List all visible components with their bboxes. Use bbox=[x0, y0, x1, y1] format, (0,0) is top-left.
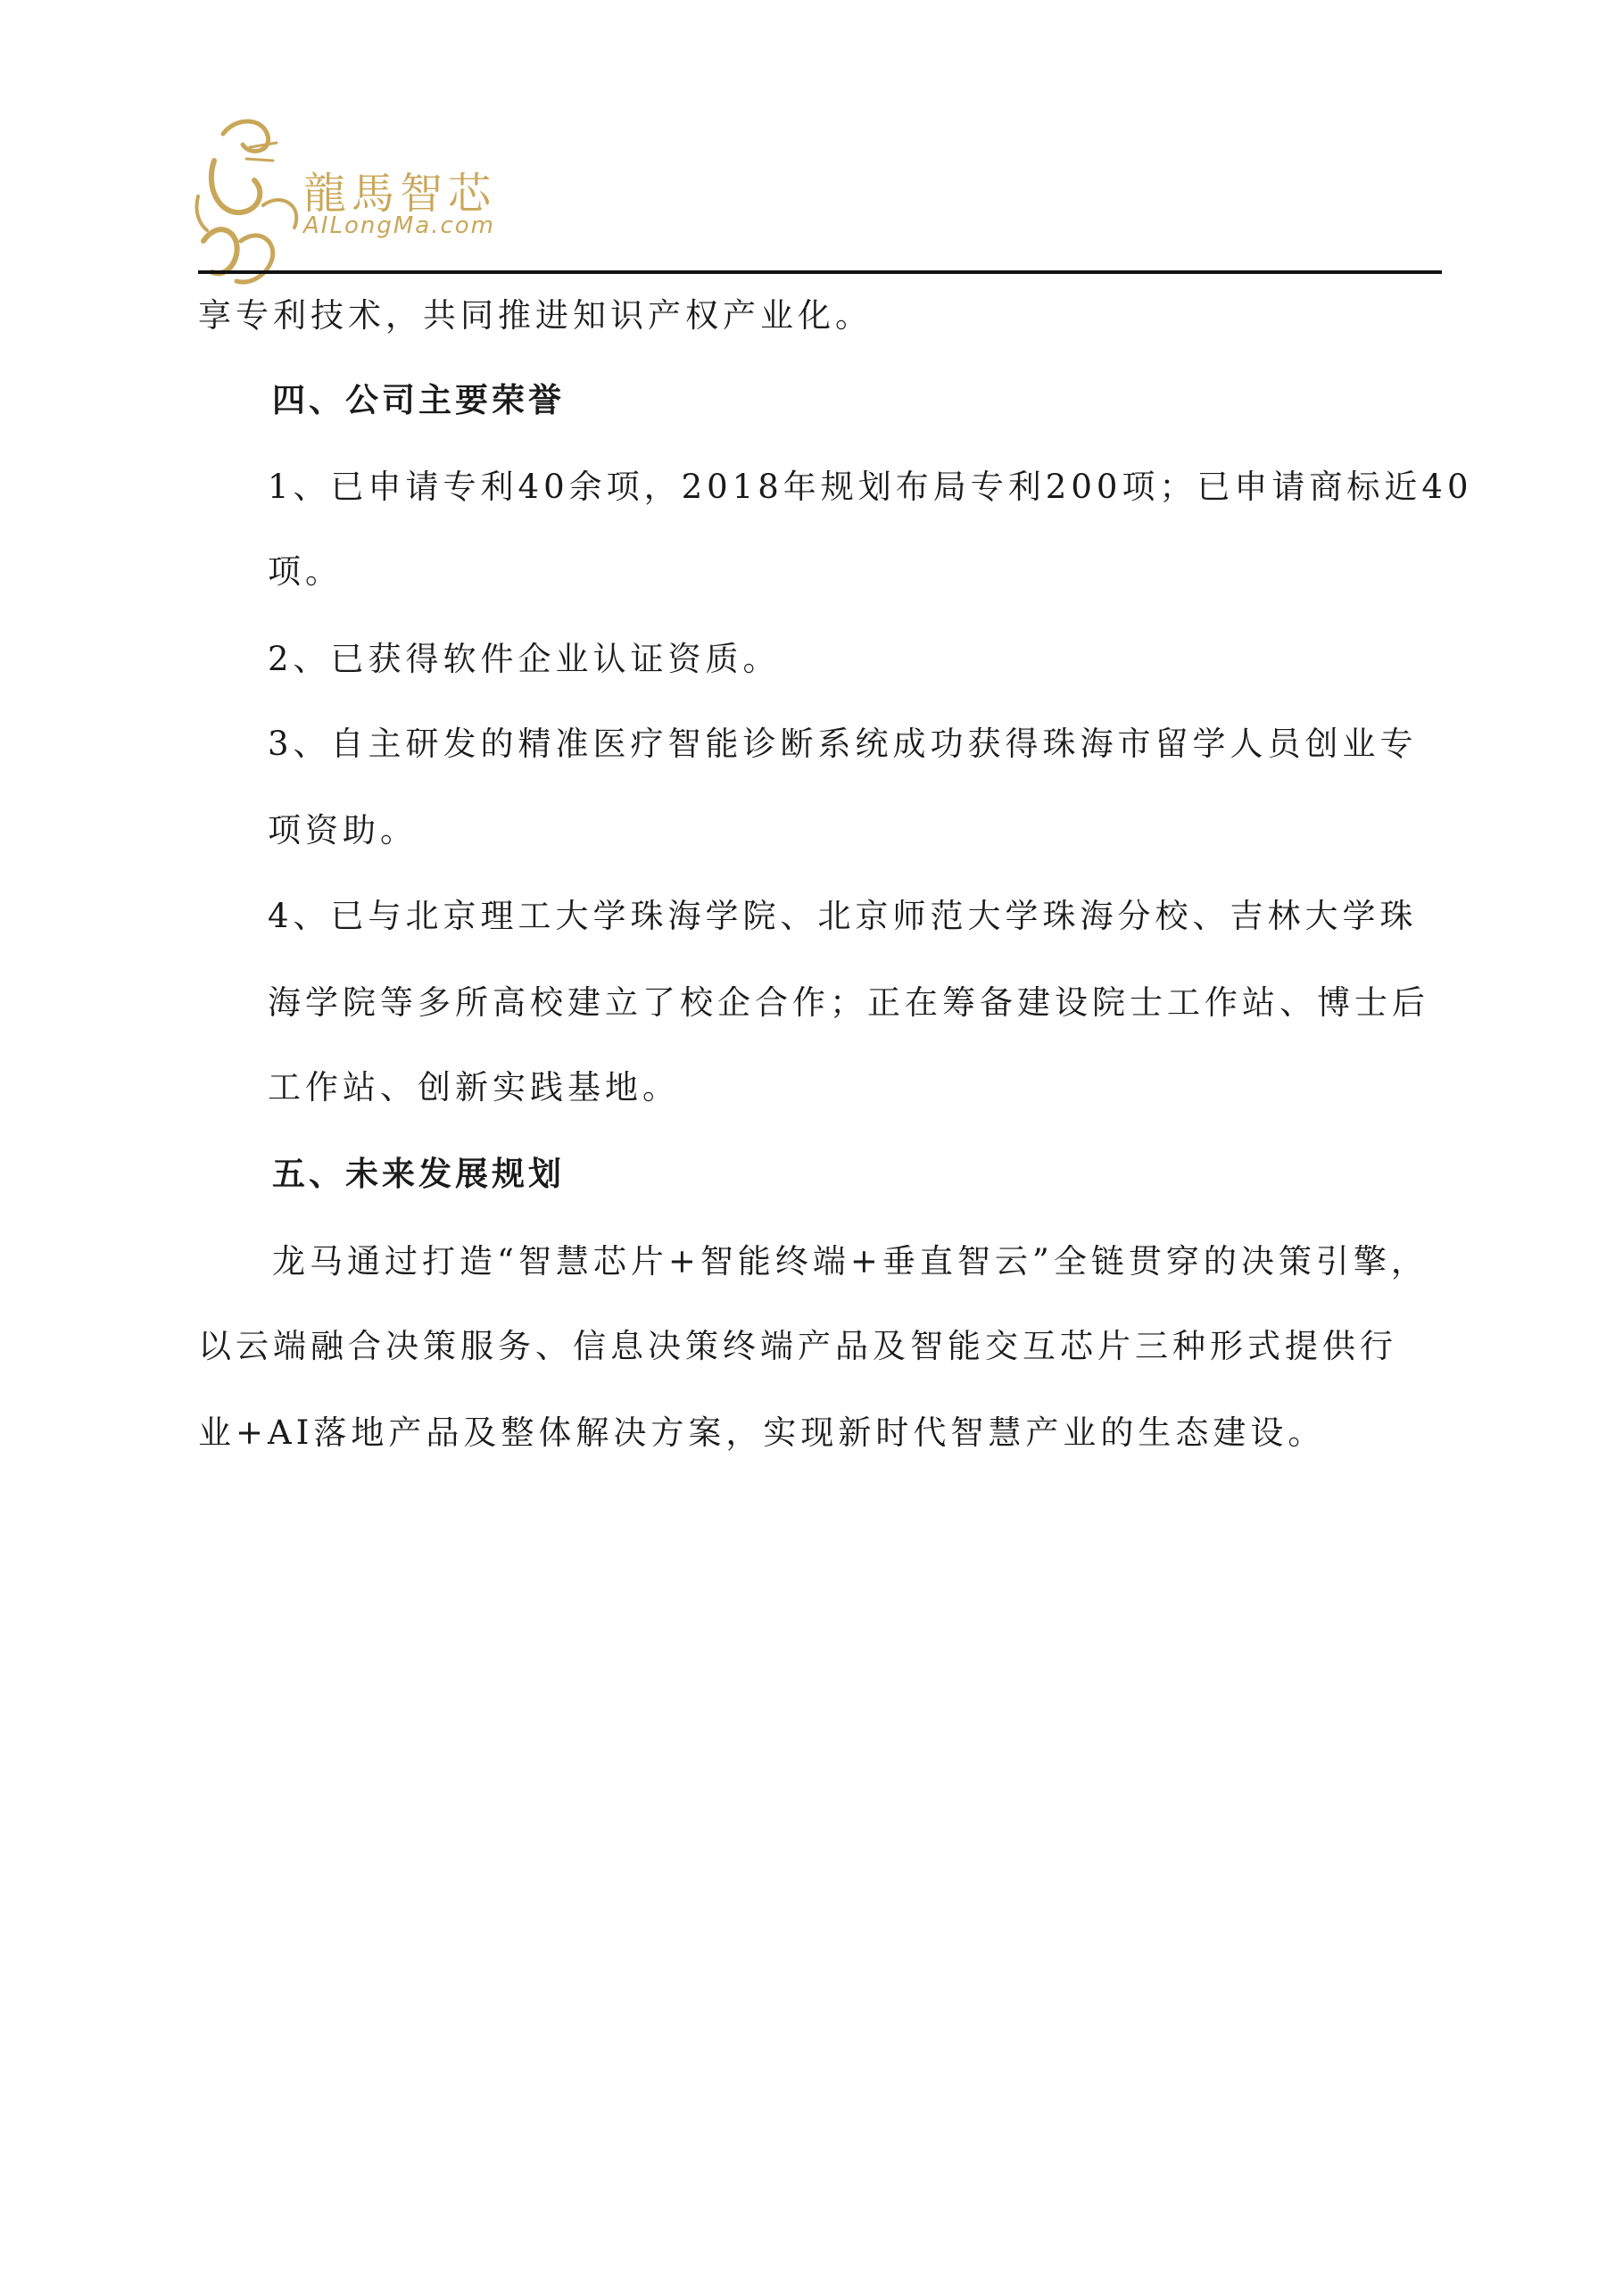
future-paragraph-line-3: 业+AI落地产品及整体解决方案，实现新时代智慧产业的生态建设。 bbox=[198, 1413, 1326, 1452]
page-header bbox=[187, 107, 544, 286]
honor-item-2: 2、已获得软件企业认证资质。 bbox=[268, 640, 781, 678]
future-paragraph-line-1: 龙马通过打造“智慧芯片+智能终端+垂直智云”全链贯穿的决策引擎， bbox=[272, 1242, 1428, 1281]
honor-item-4-line-1: 4、已与北京理工大学珠海学院、北京师范大学珠海分校、吉林大学珠 bbox=[268, 897, 1418, 935]
header-divider bbox=[198, 270, 1442, 274]
honor-item-1-line-2: 项。 bbox=[268, 552, 343, 591]
section-heading-honors: 四、公司主要荣誉 bbox=[272, 381, 565, 419]
honor-item-3-line-1: 3、自主研发的精准医疗智能诊断系统成功获得珠海市留学人员创业专 bbox=[268, 725, 1418, 763]
brand-url: AILongMa.com bbox=[303, 212, 495, 239]
honor-item-4-line-2: 海学院等多所高校建立了校企合作；正在筹备建设院士工作站、博士后 bbox=[268, 983, 1429, 1022]
honor-item-4-line-3: 工作站、创新实践基地。 bbox=[268, 1068, 680, 1107]
continuation-text: 享专利技术，共同推进知识产权产业化。 bbox=[198, 296, 873, 335]
section-heading-future: 五、未来发展规划 bbox=[272, 1155, 565, 1193]
honor-item-1-line-1: 1、已申请专利40余项，2018年规划布局专利200项；已申请商标近40 bbox=[268, 468, 1473, 506]
honor-item-3-line-2: 项资助。 bbox=[268, 811, 418, 850]
brand-name: 龍馬智芯 bbox=[303, 169, 497, 219]
future-paragraph-line-2: 以云端融合决策服务、信息决策终端产品及智能交互芯片三种形式提供行 bbox=[198, 1327, 1397, 1365]
